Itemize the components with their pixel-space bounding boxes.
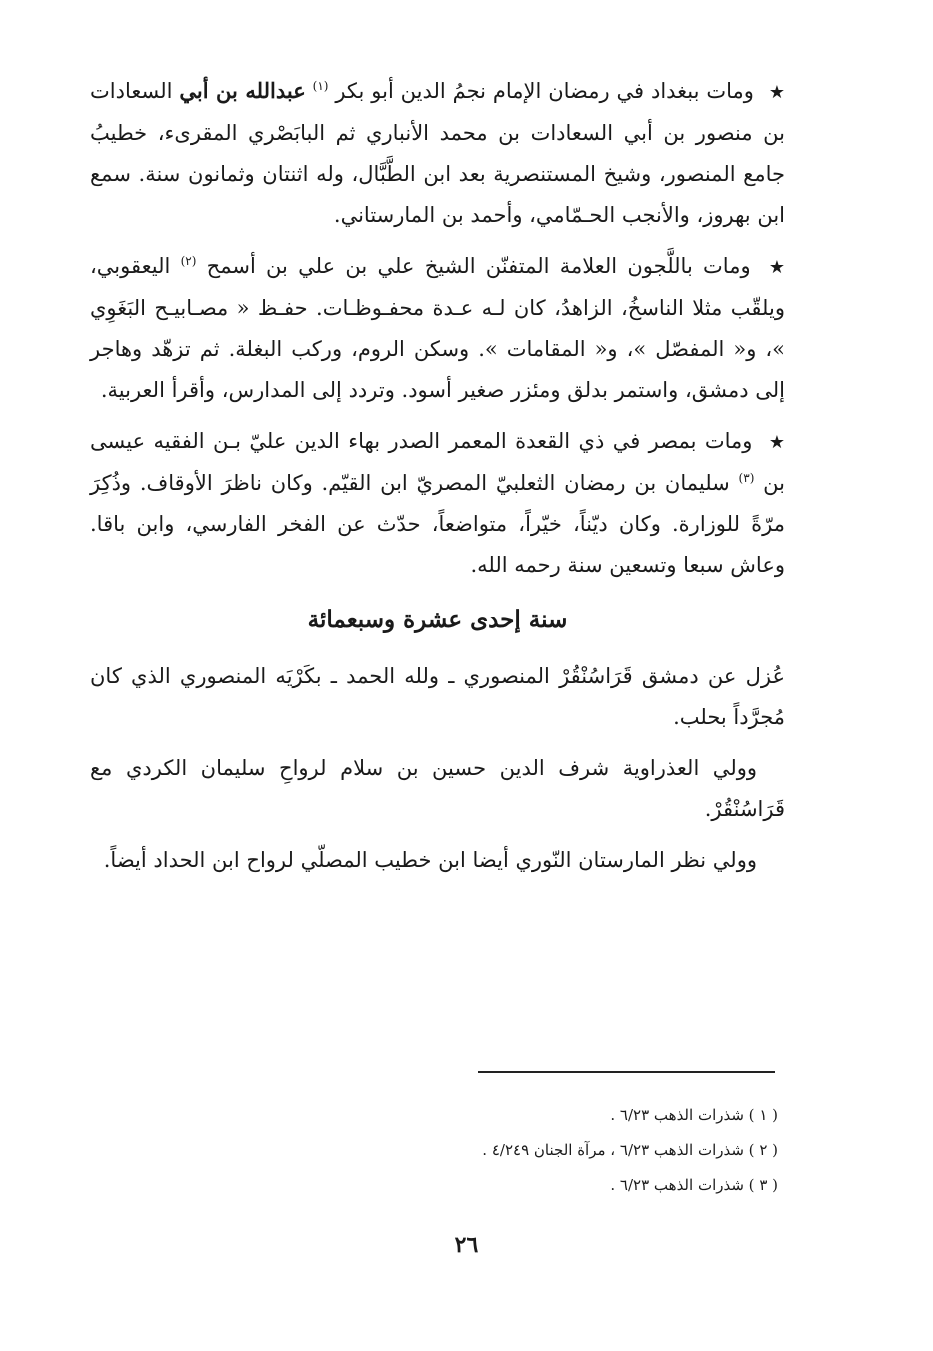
paragraph-6: وولي نظر المارستان النّوري أيضا ابن خطيب المصلّي لرواح ابن الحداد أيضاً. bbox=[103, 848, 757, 872]
paragraph-2-text-b: اليعقوبي، ويلقّب مثلا الناسخُ، الزاهدُ، كان لـه عـدة محفـوظـات. حفـظ « مصـابيـح البَغَوِي »، و« المفصّل »، و« المقامات ». وسكن الروم، وركب البغلة. ثم تزهّد وهاجر إلى دمشق، واستمر بدلق ومئزر صغير أسود. وتردد إلى المدارس، وأقرأ العربية. bbox=[90, 254, 785, 402]
footnote-ref-2[interactable]: (٢) bbox=[180, 254, 197, 268]
paragraph-2 bbox=[90, 246, 785, 411]
paragraph-1-text-a: ومات ببغداد في رمضان الإمام نجمُ الدين أبو بكر bbox=[335, 79, 754, 103]
paragraph-1-text-b: السعادات بن منصور بن أبي السعادات بن محمد الأنباري ثم البابَصْري المقرىء، خطيبُ جامع المنصور، وشيخ المستنصرية بعد ابن الطَّبَّال، وله اثنتان وثمانون سنة. سمع ابن بهروز، والأنجب الحـمّامي، وأحمد بن المارستاني. bbox=[90, 79, 786, 227]
paragraph-3-text-a: ومات بمصر في ذي القعدة المعمر الصدر بهاء الدين عليّ بـن الفقيه عيسى بن bbox=[90, 429, 785, 495]
paragraph-3-text-b: سليمان بن رمضان الثعلبيّ المصريّ ابن القيّم. وكان ناظرَ الأوقاف. وذُكِرَ مرّةً للوزارة. وكان ديّناً، خيّراً، متواضعاً، حدّث عن الفخر الفارسي، وابن باقا. وعاش سبعا وتسعين سنة رحمه الله. bbox=[90, 471, 785, 577]
paragraph-2-text-a: ومات باللَّجون العلامة المتفنّن الشيخ علي بن علي بن أسمح bbox=[206, 254, 751, 278]
star-marker: ★ bbox=[768, 257, 786, 278]
paragraph-4: عُزل عن دمشق قَرَاسُنْقُرْ المنصوري ـ ولله الحمد ـ بكَرْيَه المنصوري الذي كان مُجرَّداً بحلب. bbox=[90, 664, 785, 729]
footnote-1: ( ١ ) شذرات الذهب ٦/٢٣ . bbox=[610, 1106, 778, 1124]
section-heading: سنة إحدى عشرة وسبعمائة bbox=[307, 606, 568, 633]
footnote-3: ( ٣ ) شذرات الذهب ٦/٢٣ . bbox=[610, 1176, 778, 1194]
footnote-2: ( ٢ ) شذرات الذهب ٦/٢٣ ، مرآة الجنان ٤/٢٤٩ . bbox=[482, 1141, 778, 1159]
footnote-ref-3[interactable]: (٣) bbox=[738, 471, 755, 485]
main-text bbox=[90, 70, 785, 891]
paragraph-5: وولي العذراوية شرف الدين حسين بن سلام لرواحِ سليمان الكردي مع قَرَاسُنْقُرْ. bbox=[90, 756, 785, 821]
paragraph-1-name: عبدالله بن أبي bbox=[179, 78, 306, 103]
footnotes bbox=[482, 1098, 778, 1203]
paragraph-3 bbox=[90, 421, 785, 586]
footnote-divider bbox=[478, 1071, 775, 1073]
page-number: ٢٦ bbox=[454, 1232, 479, 1258]
star-marker: ★ bbox=[768, 82, 785, 103]
footnote-ref-1[interactable]: (١) bbox=[312, 79, 329, 93]
paragraph-1 bbox=[90, 70, 785, 236]
star-marker: ★ bbox=[768, 432, 785, 453]
